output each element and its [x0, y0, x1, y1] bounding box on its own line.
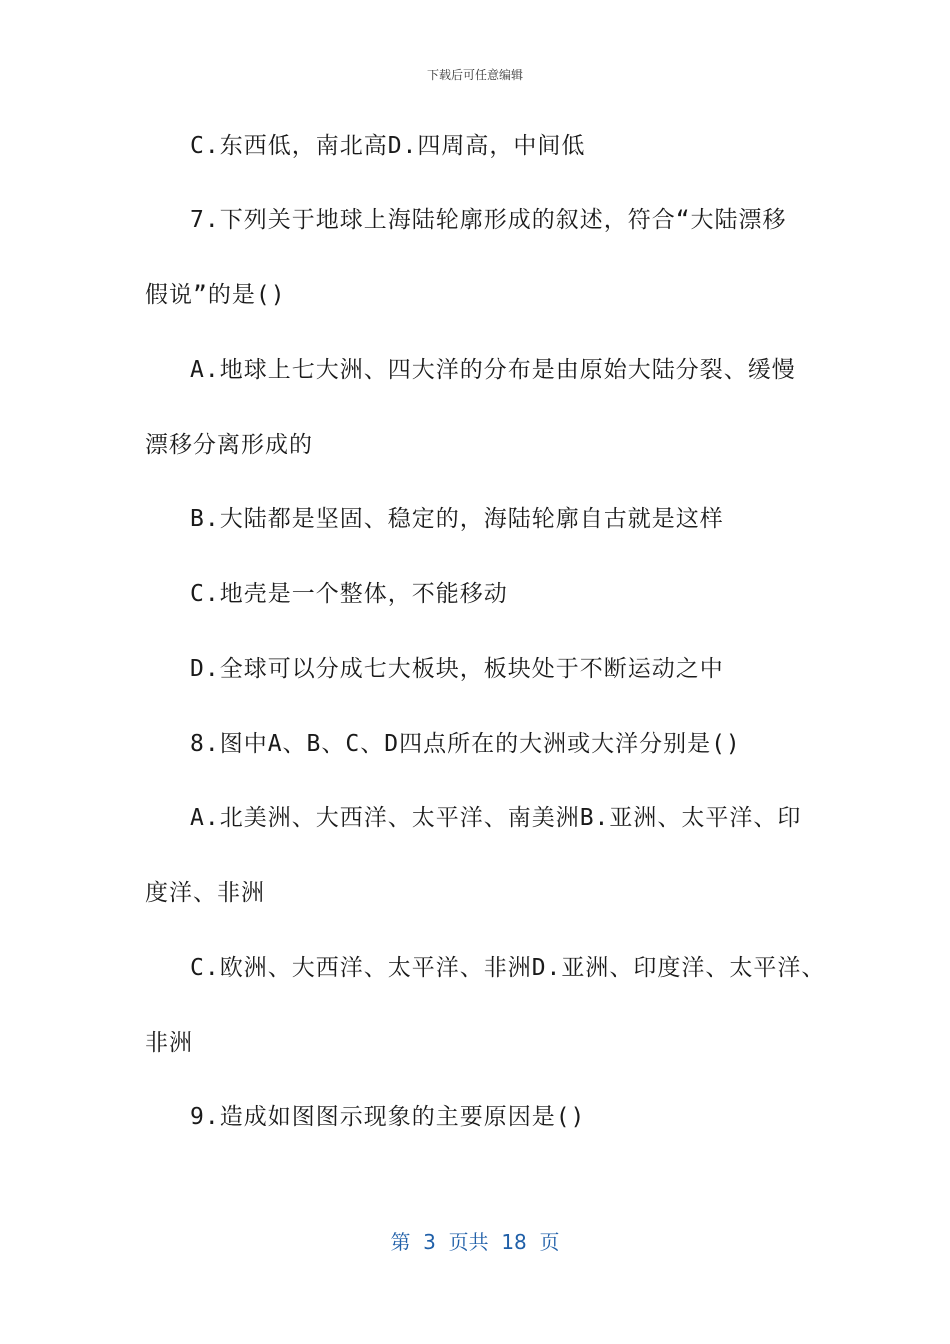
text-line-q7-option-d: D.全球可以分成七大板块，板块处于不断运动之中	[190, 656, 724, 682]
text-line-question-7: 7.下列关于地球上海陆轮廓形成的叙述，符合“大陆漂移	[190, 207, 787, 233]
text-line-q7-option-b: B.大陆都是坚固、稳定的，海陆轮廓自古就是这样	[190, 506, 724, 532]
text-line-question-8: 8.图中A、B、C、D四点所在的大洲或大洋分别是()	[190, 731, 741, 757]
text-line-q8-option-d-cont: 非洲	[145, 1030, 193, 1056]
text-line-q8-option-b-cont: 度洋、非洲	[145, 880, 265, 906]
text-line-option-c-d: C.东西低，南北高D.四周高，中间低	[190, 133, 586, 159]
page-number-footer: 第 3 页共 18 页	[390, 1230, 560, 1254]
text-line-q7-option-a-cont: 漂移分离形成的	[145, 432, 313, 458]
header-note: 下载后可任意编辑	[426, 68, 523, 82]
text-line-q7-option-c: C.地壳是一个整体，不能移动	[190, 581, 508, 607]
text-line-q8-option-c-d: C.欧洲、大西洋、太平洋、非洲D.亚洲、印度洋、太平洋、	[190, 955, 826, 981]
text-line-question-9: 9.造成如图图示现象的主要原因是()	[190, 1104, 586, 1130]
text-line-question-7-cont: 假说”的是()	[145, 282, 286, 308]
text-line-q8-option-a-b: A.北美洲、大西洋、太平洋、南美洲B.亚洲、太平洋、印	[190, 805, 802, 831]
text-line-q7-option-a: A.地球上七大洲、四大洋的分布是由原始大陆分裂、缓慢	[190, 357, 796, 383]
